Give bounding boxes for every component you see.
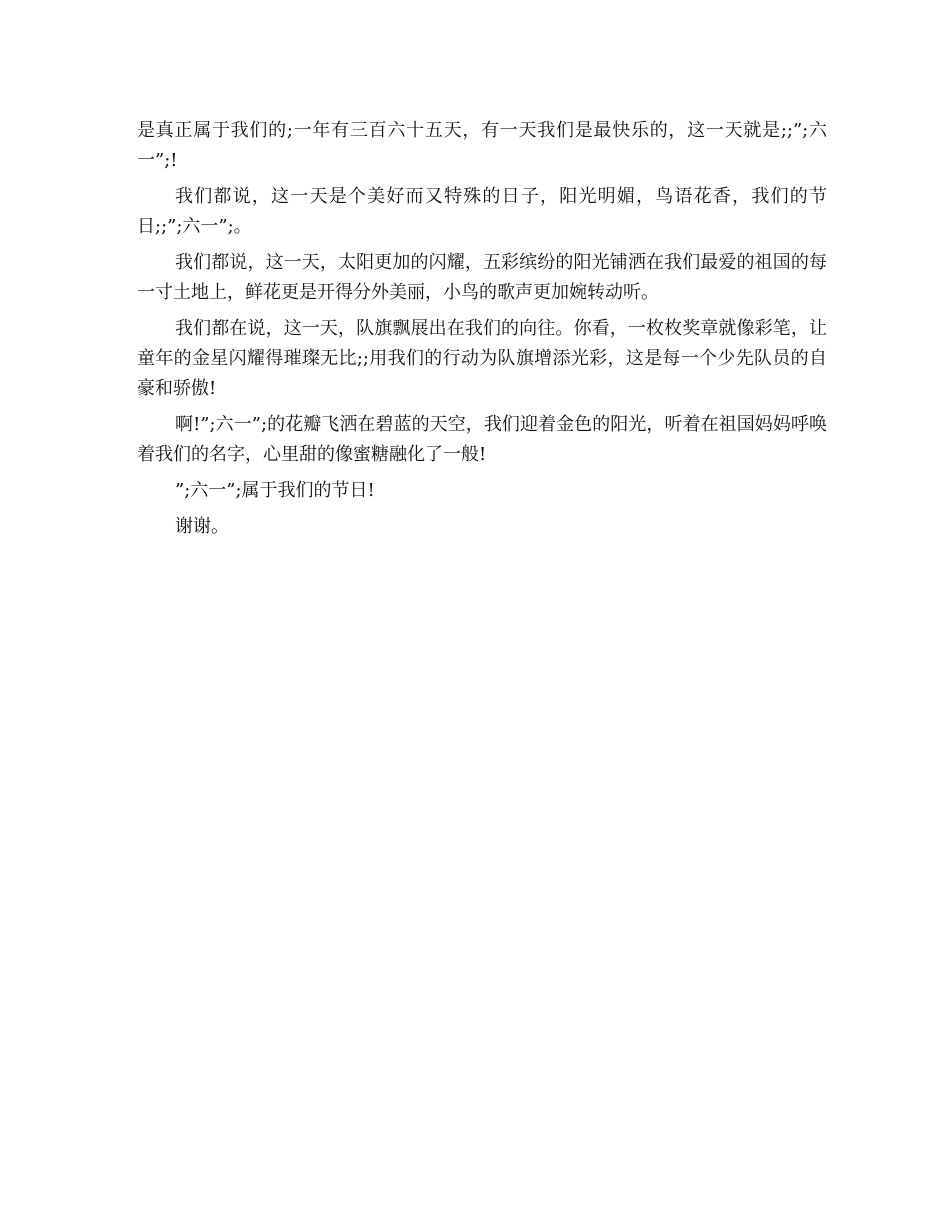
paragraph-6: ”;六一”;属于我们的节日!	[175, 480, 375, 501]
document-body	[137, 116, 827, 548]
paragraph-4: 我们都在说，这一天，队旗飘展出在我们的向往。你看，一枚枚奖章就像彩笔，让童年的金星闪耀得璀璨无比;;用我们的行动为队旗增添光彩，这是每一个少先队员的自豪和骄傲!	[137, 318, 827, 399]
paragraph-1: 是真正属于我们的;一年有三百六十五天，有一天我们是最快乐的，这一天就是;;”;六一”;!	[137, 120, 827, 171]
paragraph-5: 啊!”;六一”;的花瓣飞洒在碧蓝的天空，我们迎着金色的阳光，听着在祖国妈妈呼唤着我们的名字，心里甜的像蜜糖融化了一般!	[137, 414, 827, 465]
paragraph-3: 我们都说，这一天，太阳更加的闪耀，五彩缤纷的阳光铺洒在我们最爱的祖国的每一寸土地上，鲜花更是开得分外美丽，小鸟的歌声更加婉转动听。	[137, 252, 827, 303]
paragraph-2: 我们都说，这一天是个美好而又特殊的日子，阳光明媚，鸟语花香，我们的节日;;”;六一”;。	[137, 186, 827, 237]
paragraph-7: 谢谢。	[175, 516, 229, 537]
